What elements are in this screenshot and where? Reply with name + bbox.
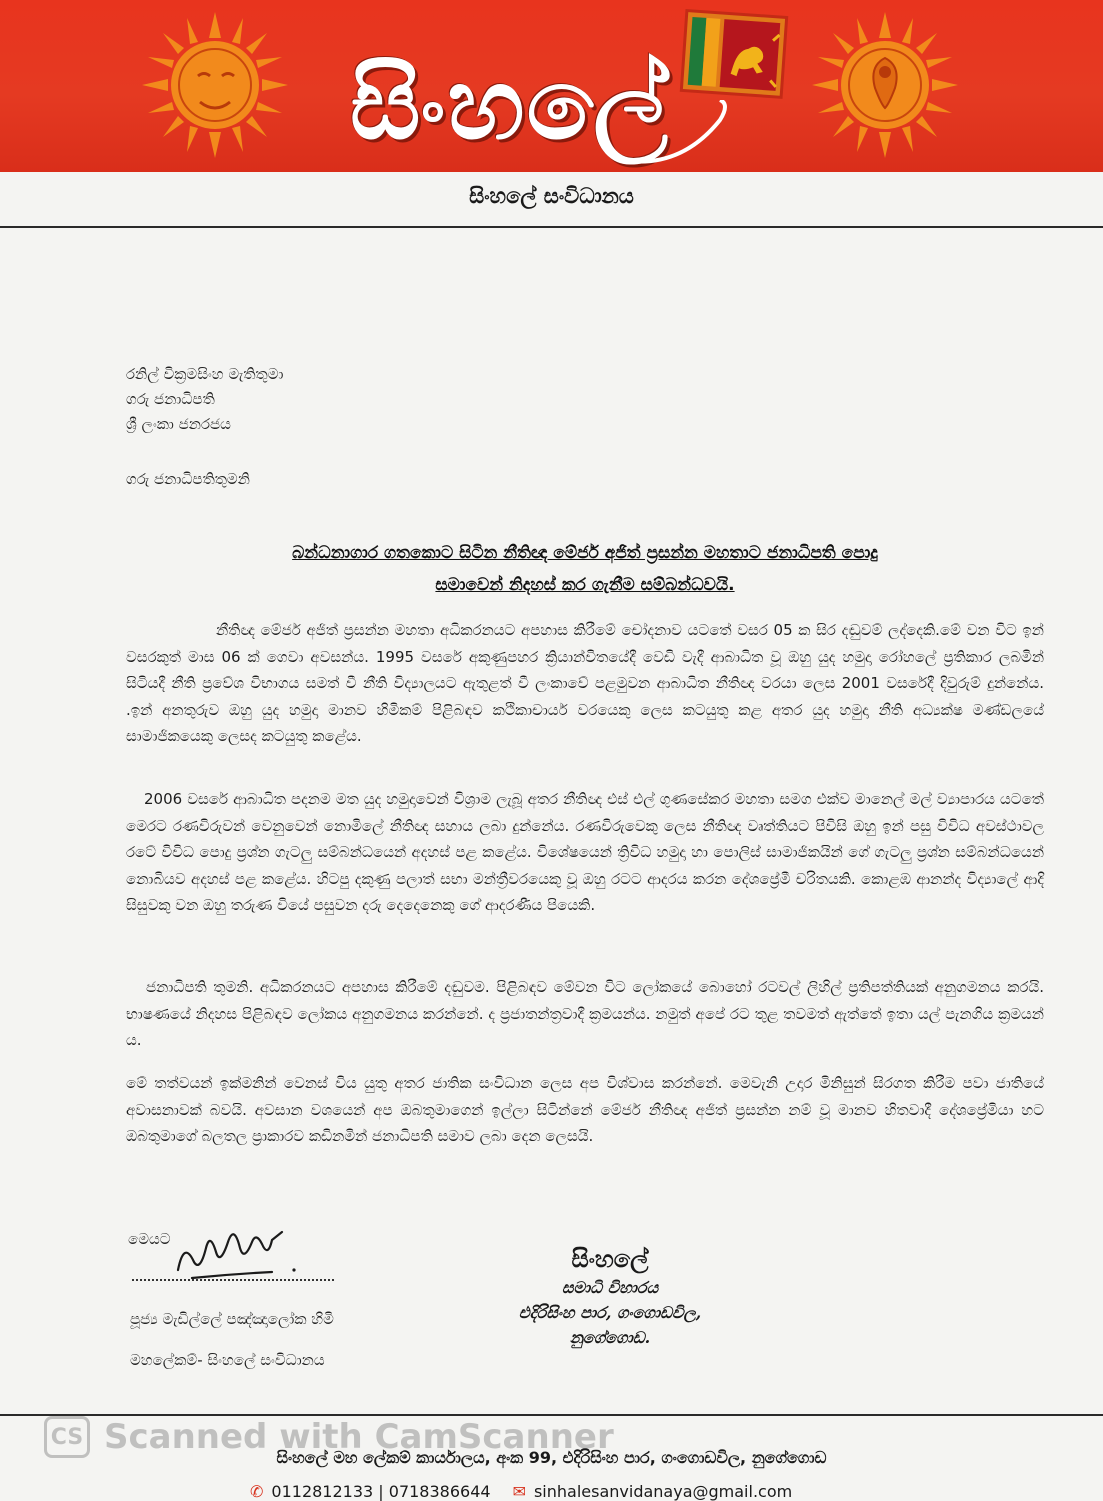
letterhead-banner	[0, 0, 1103, 172]
stamp-line-3: නුගේගොඩ.	[569, 1328, 651, 1347]
signatory-title: මහලේකම්- සිංහලේ සංවිධානය	[130, 1351, 325, 1369]
body-paragraph-4: මේ තත්වයන් ඉක්මනින් වෙනස් විය යුතු අතර ජාතික සංවිධාන ලෙස අප විශ්වාස කරන්නේ. මෙවැනි උදාර මිනිසුන් සිරගත කිරීම පවා ජාතියේ අවාසනාවක් බවයි. අවසාන වශයෙන් අප ඔබතුමාගෙන් ඉල්ලා සිටින්නේ මේජර් නීතිඥ අජිත් ප්‍රසන්න නම් වූ මානව හිතවාදී දේශප්‍රේමියා හට ඔබතුමාගේ බලතල ප්‍රාකාරව කඩිනමින් ජනාධිපති සමාව ලබා දෙන ලෙසයි.	[126, 1074, 1044, 1145]
footer-address: සිංහලේ මහ ලේකම් කාර්යාලය, අංක 99, එදිරිසිංහ පාර, ගංගොඩවිල, නුගේගොඩ	[276, 1448, 827, 1467]
body-paragraph-2: 2006 වසරේ ආබාධිත පදනම මත යුද හමුදාවෙන් විශ්‍රාම ලැබූ අතර නීතිඥ එස් එල් ගුණසේකර මහතා සමග එක්ව මානෙල් මල් ව්‍යාපාරය යටතේ මෙරට රණවිරුවන් වෙනුවෙන් නොමිලේ නීතිඥ සහාය ලබා දුන්නේය. රණවිරුවෙකු ලෙස නීතිඥ වෘත්තියට පිවිසි ඔහු ඉන් පසු විවිධ අවස්ථාවල රටේ විවිධ පොදු ප්‍රශ්න ගැටලු සම්බන්ධයෙන් අදහස් පළ කළේය. විශේෂයෙන් ත්‍රිවිධ හමුදා හා පොලිස් සාමාජිකයින් ගේ ගැටලු ප්‍රශ්න සම්බන්ධයෙන් නොබියව අදහස් පළ කළේය. හිටපු දකුණු පලාත් සභා මන්ත්‍රීවරයෙකු වූ ඔහු රටට ආදරය කරන දේශප්‍රේමී චරිතයකි. කොළඹ ආනන්ද විද්‍යාලේ ආදි සිසුවකු වන ඔහු තරුණ වියේ පසුවන දරු දෙදෙනෙකු ගේ ආදරණීය පියෙකි.	[126, 790, 1044, 914]
stamp-line-2: එදිරිසිංහ පාර, ගංගොඩවිල,	[518, 1303, 702, 1322]
organization-stamp	[490, 1243, 730, 1350]
handwritten-signature	[170, 1226, 300, 1282]
sun-emblem-right	[810, 10, 960, 160]
organization-logo-text: සිංහලේ	[350, 47, 670, 162]
body-paragraph-1: නීතිඥ මේජර් අජිත් ප්‍රසන්න මහතා අධිකරනයට අපහාස කිරීමේ චෝදනාව යටතේ වසර 05 ක සිර දඬුවම් ලද්දෙකි.මේ වන විට ඉන් වසරකුත් මාස 06 ක් ගෙවා අවසන්ය. 1995 වසරේ අකුණුපහර ක්‍රියාන්විතයේදී වෙඩි වැදී ආබාධිත වූ ඔහු යුද හමුදා රෝහලේ ප්‍රතිකාර ලබමින් සිටියදී නීති ප්‍රවේශ විභාගය සමත් වී නීති විද්‍යාලයට ඇතුළත් වී ලංකාවේ පළමුවන ආබාධිත නීතිඥ වරයා ලෙස 2001 වසරේදී දිවුරුම් දුන්නේය. .ඉන් අනතුරුව ඔහු යුද හමුදා මානව හිමිකම් පිළිබඳව කථිකාචාර්ය වරයෙකු ලෙස කටයුතු කළ අතර යුද හමුදා නීති අධ්‍යක්ෂ මණ්ඩලයේ සාමාජිකයෙකු ලෙසද කටයුතු කළේය.	[126, 621, 1044, 745]
subject-line-2: සමාවෙන් නිදහස් කර ගැනීම සම්බන්ධවයි.	[435, 575, 735, 595]
body-paragraph-3: ජනාධිපති තුමනි. අධිකරනයට අපහාස කිරීමේ දඬුවම. පිළිබඳව මේවන විට ලෝකයේ බොහෝ රටවල් ලිහිල් ප්‍රතිපත්තියක් අනුගමනය කරයි. භාෂණයේ නිදහස පිළිබඳව ලෝකය අනුගමනය කරන්නේ. ද ප්‍රජාතන්ත්‍රවාදී ක්‍රමයන්ය. නමුත් අපේ රට තුළ තවමත් ඇත්තේ ඉතා යල් පැනගිය ක්‍රමයන් ය.	[126, 978, 1044, 1049]
header-divider	[0, 226, 1103, 228]
salutation: ගරු ජනාධිපතිතුමනි	[126, 470, 250, 488]
signature-lead: මෙයට	[128, 1230, 171, 1248]
subject-line-1: බන්ධනාගාර ගතකොට සිටින නීතිඥ මේජර් අජිත් ප්‍රසන්න මහතාට ජනාධිපති පොදු	[292, 543, 878, 563]
footer-email: sinhalesanvidanaya@gmail.com	[533, 1482, 793, 1501]
stamp-title: සිංහලේ	[571, 1244, 649, 1273]
sun-emblem-left	[140, 10, 290, 160]
camscanner-logo-icon: CS	[44, 1416, 90, 1458]
signatory-name: පූජ්‍ය මැඩිල්ලේ පඤ්ඤාලෝක හිමි	[130, 1310, 334, 1328]
letter-subject	[150, 537, 1020, 601]
phone-icon: ✆	[250, 1482, 264, 1501]
logo-swash	[600, 100, 740, 172]
footer-contact	[250, 1482, 792, 1501]
stamp-line-1: සමාධි විහාරය	[561, 1278, 659, 1297]
footer-phone: 0112812133 | 0718386644	[271, 1482, 491, 1501]
watermark-text: Scanned with CamScanner	[104, 1417, 614, 1457]
recipient-line-country: ශ්‍රී ලංකා ජනරජය	[126, 415, 231, 433]
recipient-line-name: රනිල් වික්‍රමසිංහ මැතිතුමා	[126, 365, 284, 383]
recipient-address	[126, 362, 283, 437]
organization-subtitle: සිංහලේ සංවිධානය	[469, 184, 634, 208]
envelope-icon: ✉	[512, 1482, 526, 1501]
signature-dotted-line	[132, 1279, 334, 1281]
recipient-line-title: ගරු ජනාධිපති	[126, 390, 215, 408]
